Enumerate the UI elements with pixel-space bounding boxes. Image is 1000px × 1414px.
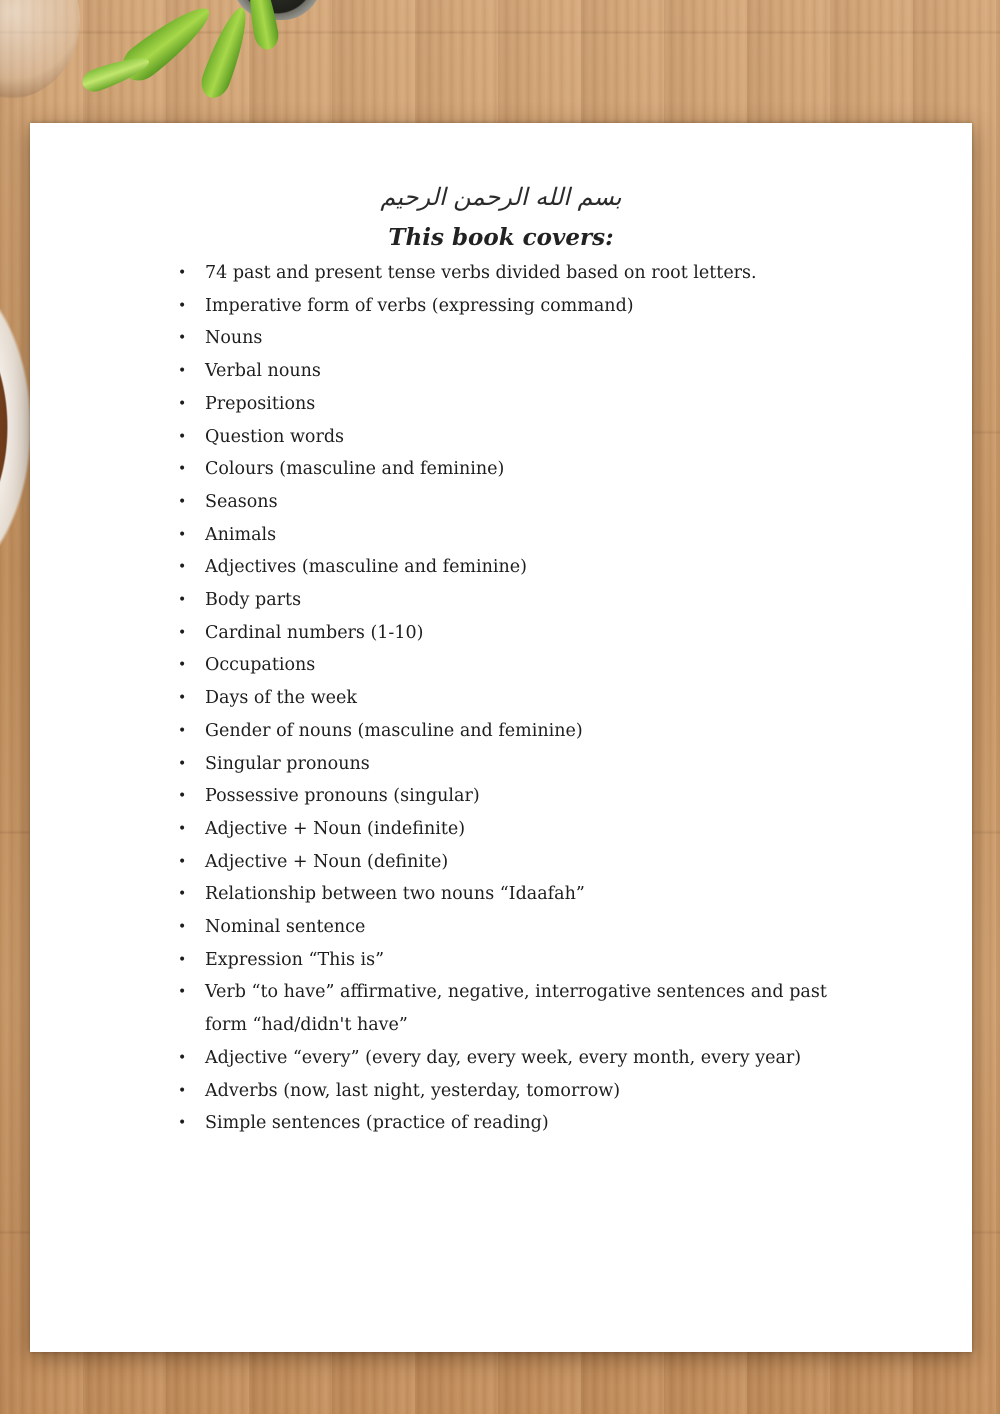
list-item bbox=[175, 649, 845, 682]
list-item bbox=[175, 780, 845, 813]
list-item bbox=[175, 715, 845, 748]
list-item bbox=[175, 617, 845, 650]
list-item bbox=[175, 1075, 845, 1108]
list-item bbox=[175, 551, 845, 584]
list-item bbox=[175, 682, 845, 715]
basmala-heading: بسم الله الرحمن الرحيم bbox=[380, 183, 622, 211]
list-item-text: Verb “to have” affirmative, negative, interrogative sentences and past form “had/didn't have” bbox=[205, 982, 827, 1036]
list-item-text: Expression “This is” bbox=[205, 949, 385, 970]
bullet-icon: • bbox=[178, 1082, 187, 1099]
list-item-text: Possessive pronouns (singular) bbox=[205, 786, 480, 807]
list-item bbox=[175, 813, 845, 846]
bullet-icon: • bbox=[178, 853, 187, 870]
list-item-text: Relationship between two nouns “Idaafah” bbox=[205, 884, 585, 905]
list-item-text: Occupations bbox=[205, 655, 316, 676]
list-item bbox=[175, 388, 845, 421]
bullet-icon: • bbox=[178, 395, 187, 412]
list-item bbox=[175, 944, 845, 977]
bullet-icon: • bbox=[178, 559, 187, 576]
list-item-text: 74 past and present tense verbs divided based on root letters. bbox=[205, 263, 757, 283]
list-item-text: Prepositions bbox=[205, 393, 316, 414]
bullet-icon: • bbox=[178, 493, 187, 510]
list-item bbox=[175, 486, 845, 519]
list-item-text: Adjective + Noun (indefinite) bbox=[205, 818, 466, 839]
page-title: This book covers: bbox=[388, 224, 614, 251]
bullet-icon: • bbox=[178, 690, 187, 707]
bullet-icon: • bbox=[178, 330, 187, 347]
list-item-text: Body parts bbox=[205, 590, 302, 611]
list-item-text: Verbal nouns bbox=[205, 361, 321, 382]
bullet-icon: • bbox=[178, 592, 187, 609]
bullet-icon: • bbox=[178, 461, 187, 478]
list-item bbox=[175, 878, 845, 911]
list-item-text: Nouns bbox=[205, 328, 263, 349]
document-page bbox=[30, 123, 972, 1352]
list-item-text: Seasons bbox=[205, 491, 278, 512]
list-item-text: Simple sentences (practice of reading) bbox=[205, 1113, 549, 1134]
list-item bbox=[175, 748, 845, 781]
list-item-text: Adjective + Noun (definite) bbox=[205, 851, 449, 872]
list-item bbox=[175, 1107, 845, 1140]
list-item-text: Imperative form of verbs (expressing command) bbox=[205, 295, 634, 316]
bullet-icon: • bbox=[178, 919, 187, 936]
list-item bbox=[175, 355, 845, 388]
list-item bbox=[175, 1042, 845, 1075]
list-item bbox=[175, 290, 845, 323]
bullet-icon: • bbox=[178, 428, 187, 445]
list-item bbox=[175, 519, 845, 552]
bullet-icon: • bbox=[178, 624, 187, 641]
list-item bbox=[175, 846, 845, 879]
bullet-icon: • bbox=[178, 657, 187, 674]
list-item-text: Adjectives (masculine and feminine) bbox=[205, 557, 527, 578]
list-item-text: Days of the week bbox=[205, 688, 357, 709]
bullet-icon: • bbox=[178, 755, 187, 772]
list-item-text: Gender of nouns (masculine and feminine) bbox=[205, 720, 583, 741]
list-item bbox=[175, 322, 845, 355]
list-item bbox=[175, 976, 845, 1041]
bullet-icon: • bbox=[178, 886, 187, 903]
bullet-icon: • bbox=[178, 984, 187, 1001]
list-item-text: Colours (masculine and feminine) bbox=[205, 459, 505, 480]
list-item bbox=[175, 453, 845, 486]
list-item-text: Adjective “every” (every day, every week, every month, every year) bbox=[205, 1047, 802, 1068]
list-item bbox=[175, 421, 845, 454]
topics-list bbox=[175, 257, 845, 1140]
bullet-icon: • bbox=[178, 951, 187, 968]
bullet-icon: • bbox=[178, 297, 187, 314]
glass-decoration bbox=[0, 0, 80, 100]
list-item bbox=[175, 584, 845, 617]
list-item-text: Cardinal numbers (1-10) bbox=[205, 622, 424, 643]
bullet-icon: • bbox=[178, 722, 187, 739]
bullet-icon: • bbox=[178, 363, 187, 380]
list-item bbox=[175, 257, 845, 290]
bullet-icon: • bbox=[178, 265, 187, 281]
bullet-icon: • bbox=[178, 1049, 187, 1066]
bullet-icon: • bbox=[178, 788, 187, 805]
bullet-icon: • bbox=[178, 526, 187, 543]
list-item-text: Adverbs (now, last night, yesterday, tomorrow) bbox=[205, 1080, 621, 1101]
bullet-icon: • bbox=[178, 1115, 187, 1132]
list-item-text: Nominal sentence bbox=[205, 917, 366, 938]
list-item-text: Singular pronouns bbox=[205, 753, 370, 774]
bullet-icon: • bbox=[178, 820, 187, 837]
list-item-text: Animals bbox=[205, 524, 277, 545]
coffee-cup-decoration bbox=[0, 262, 30, 592]
list-item bbox=[175, 911, 845, 944]
list-item-text: Question words bbox=[205, 426, 345, 447]
